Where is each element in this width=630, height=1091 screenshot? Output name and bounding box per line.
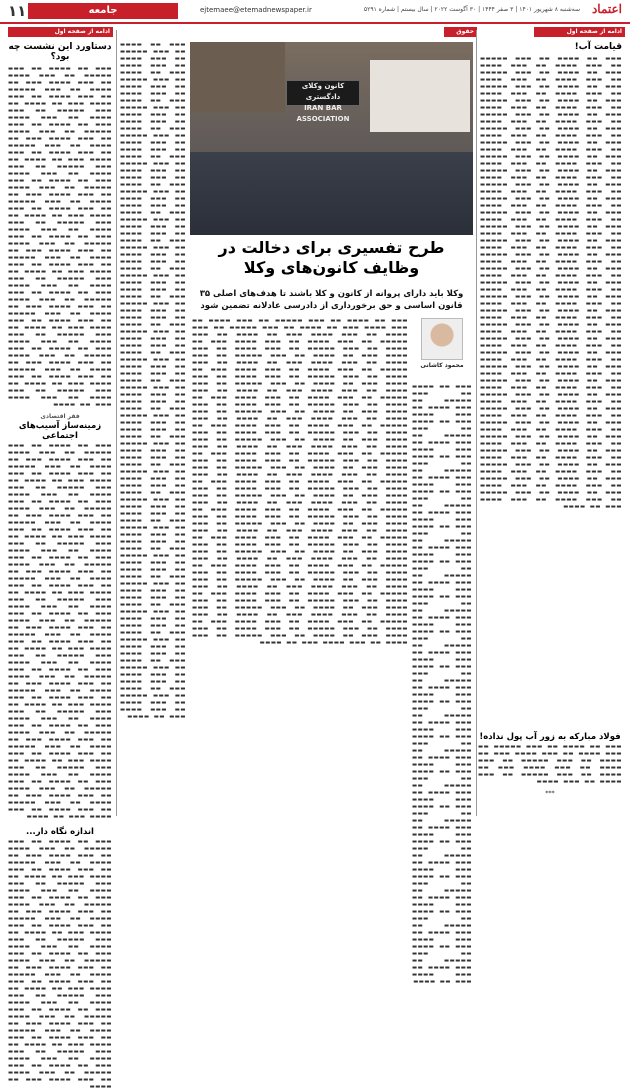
center-left-column xyxy=(120,42,186,812)
section-email: ejtemaee@etemadnewspaper.ir xyxy=(200,6,312,14)
left-column-tag: فقر اقتصادی xyxy=(40,413,80,420)
left-column-body-3: ▬▬▬ ▬▬ ▬▬▬▬ ▬▬ ▬▬▬ ▬▬▬▬▬ ▬▬ ▬▬▬ ▬▬▬▬ ▬▬ ▬▬▬ ▬▬▬▬ ▬▬▬ ▬▬ ▬▬▬▬ ▬▬ ▬▬▬ ▬▬▬▬▬ ▬▬ ▬▬▬ ▬▬▬▬ ▬▬ ▬▬▬ ▬▬▬▬ ▬▬▬ ▬▬ ▬▬▬▬ ▬▬ ▬▬▬ ▬▬▬▬▬ ▬▬ ▬▬▬ ▬▬▬▬ ▬▬ ▬▬▬ ▬▬▬▬ ▬▬▬ ▬▬ ▬▬▬▬ ▬▬ ▬▬▬ ▬▬▬▬▬ ▬▬ ▬▬▬ ▬▬▬▬ ▬▬ ▬▬▬ ▬▬▬▬ ▬▬▬ ▬▬ ▬▬▬▬ ▬▬ ▬▬▬ ▬▬▬▬▬ ▬▬ ▬▬▬ ▬▬▬▬ ▬▬ ▬▬▬ ▬▬▬▬ ▬▬▬ ▬▬ ▬▬▬▬ ▬▬ ▬▬▬ ▬▬▬▬▬ ▬▬ ▬▬▬ ▬▬▬▬ ▬▬ ▬▬▬ ▬▬▬▬ ▬▬▬ ▬▬ ▬▬▬▬ ▬▬ ▬▬▬ ▬▬▬▬▬ ▬▬ ▬▬▬ ▬▬▬▬ ▬▬ ▬▬▬ ▬▬▬▬ ▬▬▬ ▬▬ ▬▬▬▬ ▬▬ ▬▬▬ ▬▬▬▬▬ ▬▬ ▬▬▬ ▬▬▬▬ ▬▬ ▬▬▬ ▬▬▬▬ ▬▬▬ ▬▬ ▬▬▬▬ ▬▬ ▬▬▬ ▬▬▬▬▬ ▬▬ ▬▬▬ ▬▬▬▬ ▬▬ ▬▬▬ ▬▬▬▬ ▬▬▬ ▬▬ ▬▬▬▬ ▬▬ ▬▬▬ ▬▬▬▬▬ ▬▬ ▬▬▬ ▬▬▬▬ ▬▬ ▬▬▬ ▬▬▬▬ ▬▬▬ ▬▬ ▬▬▬▬ ▬▬ ▬▬▬ ▬▬▬▬▬ ▬▬ ▬▬▬ ▬▬▬▬ ▬▬ ▬▬▬ ▬▬▬▬ ▬▬▬ ▬▬ ▬▬▬▬ ▬▬ ▬▬▬ ▬▬▬▬▬ ▬▬ ▬▬▬ ▬▬▬▬ ▬▬ ▬▬▬ ▬▬▬▬ ▬▬▬ ▬▬ ▬▬▬▬ ▬▬ ▬▬▬ ▬▬▬▬▬ ▬▬ ▬▬▬ ▬▬▬▬ ▬▬ ▬▬▬ ▬▬▬▬ ▬▬▬ ▬▬ ▬▬▬▬ xyxy=(8,839,112,1090)
right-column-title: قیامت آب! xyxy=(574,42,622,52)
right-bottom-tag: *** xyxy=(545,790,555,797)
right-column-bottom-box xyxy=(478,732,622,814)
photo-crowd xyxy=(190,152,473,235)
center-right-body: ▬▬▬ ▬▬ ▬▬▬▬ ▬▬ ▬▬▬ ▬▬▬▬▬ ▬▬ ▬▬▬ ▬▬▬▬ ▬▬ ▬▬▬ ▬▬▬▬ ▬▬▬ ▬▬ ▬▬▬▬ ▬▬ ▬▬▬ ▬▬▬▬▬ ▬▬ ▬▬▬ ▬▬▬▬ ▬▬ ▬▬▬ ▬▬▬▬ ▬▬▬ ▬▬ ▬▬▬▬ ▬▬ ▬▬▬ ▬▬▬▬▬ ▬▬ ▬▬▬ ▬▬▬▬ ▬▬ ▬▬▬ ▬▬▬▬ ▬▬▬ ▬▬ ▬▬▬▬ ▬▬ ▬▬▬ ▬▬▬▬▬ ▬▬ ▬▬▬ ▬▬▬▬ ▬▬ ▬▬▬ ▬▬▬▬ ▬▬▬ ▬▬ ▬▬▬▬ ▬▬ ▬▬▬ ▬▬▬▬▬ ▬▬ ▬▬▬ ▬▬▬▬ ▬▬ ▬▬▬ ▬▬▬▬ ▬▬▬ ▬▬ ▬▬▬▬ ▬▬ ▬▬▬ ▬▬▬▬▬ ▬▬ ▬▬▬ ▬▬▬▬ ▬▬ ▬▬▬ ▬▬▬▬ ▬▬▬ ▬▬ ▬▬▬▬ ▬▬ ▬▬▬ ▬▬▬▬▬ ▬▬ ▬▬▬ ▬▬▬▬ ▬▬ ▬▬▬ ▬▬▬▬ ▬▬▬ ▬▬ ▬▬▬▬ ▬▬ ▬▬▬ ▬▬▬▬▬ ▬▬ ▬▬▬ ▬▬▬▬ ▬▬ ▬▬▬ ▬▬▬▬ ▬▬▬ ▬▬ ▬▬▬▬ ▬▬ ▬▬▬ ▬▬▬▬▬ ▬▬ ▬▬▬ ▬▬▬▬ ▬▬ ▬▬▬ ▬▬▬▬ ▬▬▬ ▬▬ ▬▬▬▬ ▬▬ ▬▬▬ ▬▬▬▬▬ ▬▬ ▬▬▬ ▬▬▬▬ ▬▬ ▬▬▬ ▬▬▬▬ ▬▬▬ ▬▬ ▬▬▬▬ ▬▬ ▬▬▬ ▬▬▬▬▬ ▬▬ ▬▬▬ ▬▬▬▬ ▬▬ ▬▬▬ ▬▬▬▬ ▬▬▬ ▬▬ ▬▬▬▬ ▬▬ ▬▬▬ ▬▬▬▬▬ ▬▬ ▬▬▬ ▬▬▬▬ ▬▬ ▬▬▬ ▬▬▬▬ ▬▬▬ ▬▬ ▬▬▬▬ ▬▬ ▬▬▬ ▬▬▬▬▬ ▬▬ ▬▬▬ ▬▬▬▬ ▬▬ ▬▬▬ ▬▬▬▬ ▬▬▬ ▬▬ ▬▬▬▬ ▬▬ ▬▬▬ ▬▬▬▬▬ ▬▬ ▬▬▬ ▬▬▬▬ ▬▬ ▬▬▬ ▬▬▬▬ ▬▬▬ ▬▬ ▬▬▬▬ ▬▬ ▬▬▬ ▬▬▬▬▬ ▬▬ ▬▬▬ ▬▬▬▬ ▬▬ ▬▬▬ ▬▬▬▬ ▬▬▬ ▬▬ ▬▬▬▬ ▬▬ ▬▬▬ ▬▬▬▬▬ ▬▬ ▬▬▬ ▬▬▬▬ ▬▬ ▬▬▬ ▬▬▬▬ ▬▬▬ ▬▬ ▬▬▬▬ ▬▬ ▬▬▬ ▬▬▬▬▬ ▬▬ ▬▬▬ ▬▬▬▬ ▬▬ ▬▬▬ ▬▬▬▬ ▬▬▬ ▬▬ ▬▬▬▬ xyxy=(412,384,472,985)
center-right-column xyxy=(412,384,472,985)
section-label: جامعه xyxy=(28,3,178,19)
page-header xyxy=(0,0,630,22)
left-column-title: دستاورد این نشست چه بود؟ xyxy=(8,42,112,62)
author-name: محمود کاشانی xyxy=(420,362,464,369)
center-left-body: ▬▬▬ ▬▬ ▬▬▬▬ ▬▬ ▬▬▬ ▬▬▬▬▬ ▬▬ ▬▬▬ ▬▬▬▬ ▬▬ ▬▬▬ ▬▬▬▬ ▬▬▬ ▬▬ ▬▬▬▬ ▬▬ ▬▬▬ ▬▬▬▬▬ ▬▬ ▬▬▬ ▬▬▬▬ ▬▬ ▬▬▬ ▬▬▬▬ ▬▬▬ ▬▬ ▬▬▬▬ ▬▬ ▬▬▬ ▬▬▬▬▬ ▬▬ ▬▬▬ ▬▬▬▬ ▬▬ ▬▬▬ ▬▬▬▬ ▬▬▬ ▬▬ ▬▬▬▬ ▬▬ ▬▬▬ ▬▬▬▬▬ ▬▬ ▬▬▬ ▬▬▬▬ ▬▬ ▬▬▬ ▬▬▬▬ ▬▬▬ ▬▬ ▬▬▬▬ ▬▬ ▬▬▬ ▬▬▬▬▬ ▬▬ ▬▬▬ ▬▬▬▬ ▬▬ ▬▬▬ ▬▬▬▬ ▬▬▬ ▬▬ ▬▬▬▬ ▬▬ ▬▬▬ ▬▬▬▬▬ ▬▬ ▬▬▬ ▬▬▬▬ ▬▬ ▬▬▬ ▬▬▬▬ ▬▬▬ ▬▬ ▬▬▬▬ ▬▬ ▬▬▬ ▬▬▬▬▬ ▬▬ ▬▬▬ ▬▬▬▬ ▬▬ ▬▬▬ ▬▬▬▬ ▬▬▬ ▬▬ ▬▬▬▬ ▬▬ ▬▬▬ ▬▬▬▬▬ ▬▬ ▬▬▬ ▬▬▬▬ ▬▬ ▬▬▬ ▬▬▬▬ ▬▬▬ ▬▬ ▬▬▬▬ ▬▬ ▬▬▬ ▬▬▬▬▬ ▬▬ ▬▬▬ ▬▬▬▬ ▬▬ ▬▬▬ ▬▬▬▬ ▬▬▬ ▬▬ ▬▬▬▬ ▬▬ ▬▬▬ ▬▬▬▬▬ ▬▬ ▬▬▬ ▬▬▬▬ ▬▬ ▬▬▬ ▬▬▬▬ ▬▬▬ ▬▬ ▬▬▬▬ ▬▬ ▬▬▬ ▬▬▬▬▬ ▬▬ ▬▬▬ ▬▬▬▬ ▬▬ ▬▬▬ ▬▬▬▬ ▬▬▬ ▬▬ ▬▬▬▬ ▬▬ ▬▬▬ ▬▬▬▬▬ ▬▬ ▬▬▬ ▬▬▬▬ ▬▬ ▬▬▬ ▬▬▬▬ ▬▬▬ ▬▬ ▬▬▬▬ ▬▬ ▬▬▬ ▬▬▬▬▬ ▬▬ ▬▬▬ ▬▬▬▬ ▬▬ ▬▬▬ ▬▬▬▬ ▬▬▬ ▬▬ ▬▬▬▬ ▬▬ ▬▬▬ ▬▬▬▬▬ ▬▬ ▬▬▬ ▬▬▬▬ ▬▬ ▬▬▬ ▬▬▬▬ ▬▬▬ ▬▬ ▬▬▬▬ ▬▬ ▬▬▬ ▬▬▬▬▬ ▬▬ ▬▬▬ ▬▬▬▬ ▬▬ ▬▬▬ ▬▬▬▬ ▬▬▬ ▬▬ ▬▬▬▬ ▬▬ ▬▬▬ ▬▬▬▬▬ ▬▬ ▬▬▬ ▬▬▬▬ ▬▬ ▬▬▬ ▬▬▬▬ ▬▬▬ ▬▬ ▬▬▬▬ ▬▬ ▬▬▬ ▬▬▬▬▬ ▬▬ ▬▬▬ ▬▬▬▬ ▬▬ ▬▬▬ ▬▬▬▬ ▬▬▬ ▬▬ ▬▬▬▬ ▬▬ ▬▬▬ ▬▬▬▬▬ ▬▬ ▬▬▬ ▬▬▬▬ ▬▬ ▬▬▬ ▬▬▬▬ ▬▬▬ ▬▬ ▬▬▬▬ ▬▬ ▬▬▬ ▬▬▬▬▬ ▬▬ ▬▬▬ ▬▬▬▬ ▬▬ ▬▬▬ ▬▬▬▬ ▬▬▬ ▬▬ ▬▬▬▬ ▬▬ ▬▬▬ ▬▬▬▬▬ ▬▬ ▬▬▬ ▬▬▬▬ ▬▬ ▬▬▬ ▬▬▬▬ ▬▬▬ ▬▬ ▬▬▬▬ ▬▬ ▬▬▬ ▬▬▬▬▬ ▬▬ ▬▬▬ ▬▬▬▬ ▬▬ ▬▬▬ ▬▬▬▬ ▬▬▬ ▬▬ ▬▬▬▬ ▬▬ ▬▬▬ ▬▬▬▬▬ ▬▬ ▬▬▬ ▬▬▬▬ ▬▬ ▬▬▬ ▬▬▬▬ ▬▬▬ ▬▬ ▬▬▬▬ ▬▬ ▬▬▬ ▬▬▬▬▬ ▬▬ ▬▬▬ ▬▬▬▬ ▬▬ ▬▬▬ ▬▬▬▬ ▬▬▬ ▬▬ ▬▬▬▬ ▬▬ ▬▬▬ ▬▬▬▬▬ ▬▬ ▬▬▬ ▬▬▬▬ ▬▬ ▬▬▬ ▬▬▬▬ ▬▬▬ ▬▬ ▬▬▬▬ xyxy=(120,42,186,720)
left-column xyxy=(8,40,112,1090)
right-column-tab: ادامه از صفحه اول xyxy=(534,27,625,37)
center-section-tab: حقوق xyxy=(444,27,477,37)
right-column xyxy=(480,40,622,730)
right-bottom-body: ▬▬▬ ▬▬ ▬▬▬▬ ▬▬ ▬▬▬ ▬▬▬▬▬ ▬▬ ▬▬▬ ▬▬▬▬ ▬▬ ▬▬▬ ▬▬▬▬ ▬▬▬ ▬▬ ▬▬▬▬ ▬▬ ▬▬▬ ▬▬▬▬▬ ▬▬ ▬▬▬ ▬▬▬▬ ▬▬ ▬▬▬ ▬▬▬▬ ▬▬▬ ▬▬ ▬▬▬▬ ▬▬ ▬▬▬ ▬▬▬▬▬ ▬▬ ▬▬▬ ▬▬▬▬ ▬▬ ▬▬▬ ▬▬▬▬ xyxy=(478,744,622,785)
newspaper-logo: اعتماد xyxy=(591,2,622,16)
right-column-body: ▬▬▬ ▬▬ ▬▬▬▬ ▬▬ ▬▬▬ ▬▬▬▬▬ ▬▬ ▬▬▬ ▬▬▬▬ ▬▬ ▬▬▬ ▬▬▬▬ ▬▬▬ ▬▬ ▬▬▬▬ ▬▬ ▬▬▬ ▬▬▬▬▬ ▬▬ ▬▬▬ ▬▬▬▬ ▬▬ ▬▬▬ ▬▬▬▬ ▬▬▬ ▬▬ ▬▬▬▬ ▬▬ ▬▬▬ ▬▬▬▬▬ ▬▬ ▬▬▬ ▬▬▬▬ ▬▬ ▬▬▬ ▬▬▬▬ ▬▬▬ ▬▬ ▬▬▬▬ ▬▬ ▬▬▬ ▬▬▬▬▬ ▬▬ ▬▬▬ ▬▬▬▬ ▬▬ ▬▬▬ ▬▬▬▬ ▬▬▬ ▬▬ ▬▬▬▬ ▬▬ ▬▬▬ ▬▬▬▬▬ ▬▬ ▬▬▬ ▬▬▬▬ ▬▬ ▬▬▬ ▬▬▬▬ ▬▬▬ ▬▬ ▬▬▬▬ ▬▬ ▬▬▬ ▬▬▬▬▬ ▬▬ ▬▬▬ ▬▬▬▬ ▬▬ ▬▬▬ ▬▬▬▬ ▬▬▬ ▬▬ ▬▬▬▬ ▬▬ ▬▬▬ ▬▬▬▬▬ ▬▬ ▬▬▬ ▬▬▬▬ ▬▬ ▬▬▬ ▬▬▬▬ ▬▬▬ ▬▬ ▬▬▬▬ ▬▬ ▬▬▬ ▬▬▬▬▬ ▬▬ ▬▬▬ ▬▬▬▬ ▬▬ ▬▬▬ ▬▬▬▬ ▬▬▬ ▬▬ ▬▬▬▬ ▬▬ ▬▬▬ ▬▬▬▬▬ ▬▬ ▬▬▬ ▬▬▬▬ ▬▬ ▬▬▬ ▬▬▬▬ ▬▬▬ ▬▬ ▬▬▬▬ ▬▬ ▬▬▬ ▬▬▬▬▬ ▬▬ ▬▬▬ ▬▬▬▬ ▬▬ ▬▬▬ ▬▬▬▬ ▬▬▬ ▬▬ ▬▬▬▬ ▬▬ ▬▬▬ ▬▬▬▬▬ ▬▬ ▬▬▬ ▬▬▬▬ ▬▬ ▬▬▬ ▬▬▬▬ ▬▬▬ ▬▬ ▬▬▬▬ ▬▬ ▬▬▬ ▬▬▬▬▬ ▬▬ ▬▬▬ ▬▬▬▬ ▬▬ ▬▬▬ ▬▬▬▬ ▬▬▬ ▬▬ ▬▬▬▬ ▬▬ ▬▬▬ ▬▬▬▬▬ ▬▬ ▬▬▬ ▬▬▬▬ ▬▬ ▬▬▬ ▬▬▬▬ ▬▬▬ ▬▬ ▬▬▬▬ ▬▬ ▬▬▬ ▬▬▬▬▬ ▬▬ ▬▬▬ ▬▬▬▬ ▬▬ ▬▬▬ ▬▬▬▬ ▬▬▬ ▬▬ ▬▬▬▬ ▬▬ ▬▬▬ ▬▬▬▬▬ ▬▬ ▬▬▬ ▬▬▬▬ ▬▬ ▬▬▬ ▬▬▬▬ ▬▬▬ ▬▬ ▬▬▬▬ ▬▬ ▬▬▬ ▬▬▬▬▬ ▬▬ ▬▬▬ ▬▬▬▬ ▬▬ ▬▬▬ ▬▬▬▬ ▬▬▬ ▬▬ ▬▬▬▬ ▬▬ ▬▬▬ ▬▬▬▬▬ ▬▬ ▬▬▬ ▬▬▬▬ ▬▬ ▬▬▬ ▬▬▬▬ ▬▬▬ ▬▬ ▬▬▬▬ ▬▬ ▬▬▬ ▬▬▬▬▬ ▬▬ ▬▬▬ ▬▬▬▬ ▬▬ ▬▬▬ ▬▬▬▬ ▬▬▬ ▬▬ ▬▬▬▬ ▬▬ ▬▬▬ ▬▬▬▬▬ ▬▬ ▬▬▬ ▬▬▬▬ ▬▬ ▬▬▬ ▬▬▬▬ ▬▬▬ ▬▬ ▬▬▬▬ ▬▬ ▬▬▬ ▬▬▬▬▬ ▬▬ ▬▬▬ ▬▬▬▬ ▬▬ ▬▬▬ ▬▬▬▬ ▬▬▬ ▬▬ ▬▬▬▬ ▬▬ ▬▬▬ ▬▬▬▬▬ ▬▬ ▬▬▬ ▬▬▬▬ ▬▬ ▬▬▬ ▬▬▬▬ ▬▬▬ ▬▬ ▬▬▬▬ ▬▬ ▬▬▬ ▬▬▬▬▬ ▬▬ ▬▬▬ ▬▬▬▬ ▬▬ ▬▬▬ ▬▬▬▬ ▬▬▬ ▬▬ ▬▬▬▬ ▬▬ ▬▬▬ ▬▬▬▬▬ ▬▬ ▬▬▬ ▬▬▬▬ ▬▬ ▬▬▬ ▬▬▬▬ ▬▬▬ ▬▬ ▬▬▬▬ ▬▬ ▬▬▬ ▬▬▬▬▬ ▬▬ ▬▬▬ ▬▬▬▬ ▬▬ ▬▬▬ ▬▬▬▬ ▬▬▬ ▬▬ ▬▬▬▬ ▬▬ ▬▬▬ ▬▬▬▬▬ ▬▬ ▬▬▬ ▬▬▬▬ ▬▬ ▬▬▬ ▬▬▬▬ ▬▬▬ ▬▬ ▬▬▬▬ ▬▬ ▬▬▬ ▬▬▬▬▬ ▬▬ ▬▬▬ ▬▬▬▬ ▬▬ ▬▬▬ ▬▬▬▬ ▬▬▬ ▬▬ ▬▬▬▬ ▬▬ ▬▬▬ ▬▬▬▬▬ ▬▬ ▬▬▬ ▬▬▬▬ ▬▬ ▬▬▬ ▬▬▬▬ ▬▬▬ ▬▬ ▬▬▬▬ ▬▬ ▬▬▬ ▬▬▬▬▬ ▬▬ ▬▬▬ ▬▬▬▬ ▬▬ ▬▬▬ ▬▬▬▬ ▬▬▬ ▬▬ ▬▬▬▬ ▬▬ ▬▬▬ ▬▬▬▬▬ ▬▬ ▬▬▬ ▬▬▬▬ ▬▬ ▬▬▬ ▬▬▬▬ ▬▬▬ ▬▬ ▬▬▬▬ ▬▬ ▬▬▬ ▬▬▬▬▬ ▬▬ ▬▬▬ ▬▬▬▬ ▬▬ ▬▬▬ ▬▬▬▬ ▬▬▬ ▬▬ ▬▬▬▬ ▬▬ ▬▬▬ ▬▬▬▬▬ ▬▬ ▬▬▬ ▬▬▬▬ ▬▬ ▬▬▬ ▬▬▬▬ ▬▬▬ ▬▬ ▬▬▬▬ ▬▬ ▬▬▬ ▬▬▬▬▬ ▬▬ ▬▬▬ ▬▬▬▬ ▬▬ ▬▬▬ ▬▬▬▬ ▬▬▬ ▬▬ ▬▬▬▬ xyxy=(480,56,622,510)
left-column-heading-2: زمینه‌ساز آسیب‌های اجتماعی xyxy=(18,421,102,441)
left-column-heading-3: اندازه نگاه دار... xyxy=(26,827,94,837)
right-bottom-heading: فولاد مبارکه به زور آب پول نداده! xyxy=(479,732,621,742)
column-divider xyxy=(476,30,477,816)
date-line: سه‌شنبه ۸ شهریور ۱۴۰۱ | ۳ صفر ۱۴۴۴ | ۳۰ آگوست ۲۰۲۲ | سال بیستم | شماره ۵۲۹۱ xyxy=(363,6,580,13)
main-subheadline: وکلا باید دارای پروانه از کانون و کلا باشند تا هدف‌های اصلی ۳۵ قانون اساسی و حق برخورداری از دادرسی عادلانه تضمین شود xyxy=(199,289,464,311)
main-article-photo xyxy=(190,42,473,235)
photo-sign: کانون وکلای دادگستری IRAN BAR ASSOCIATION xyxy=(286,80,360,106)
column-divider xyxy=(116,30,117,816)
author-photo xyxy=(421,318,463,360)
photo-banner xyxy=(190,42,285,112)
page-number: ۱۱ xyxy=(8,2,27,20)
photo-wall-posters xyxy=(370,60,470,132)
main-headline: طرح تفسیری برای دخالت در وظایف کانون‌های وکلا xyxy=(218,238,445,277)
author-block xyxy=(412,318,472,378)
center-article-body xyxy=(192,318,408,812)
left-column-body-2: ▬▬▬ ▬▬ ▬▬▬▬ ▬▬ ▬▬▬ ▬▬▬▬▬ ▬▬ ▬▬▬ ▬▬▬▬ ▬▬ ▬▬▬ ▬▬▬▬ ▬▬▬ ▬▬ ▬▬▬▬ ▬▬ ▬▬▬ ▬▬▬▬▬ ▬▬ ▬▬▬ ▬▬▬▬ ▬▬ ▬▬▬ ▬▬▬▬ ▬▬▬ ▬▬ ▬▬▬▬ ▬▬ ▬▬▬ ▬▬▬▬▬ ▬▬ ▬▬▬ ▬▬▬▬ ▬▬ ▬▬▬ ▬▬▬▬ ▬▬▬ ▬▬ ▬▬▬▬ ▬▬ ▬▬▬ ▬▬▬▬▬ ▬▬ ▬▬▬ ▬▬▬▬ ▬▬ ▬▬▬ ▬▬▬▬ ▬▬▬ ▬▬ ▬▬▬▬ ▬▬ ▬▬▬ ▬▬▬▬▬ ▬▬ ▬▬▬ ▬▬▬▬ ▬▬ ▬▬▬ ▬▬▬▬ ▬▬▬ ▬▬ ▬▬▬▬ ▬▬ ▬▬▬ ▬▬▬▬▬ ▬▬ ▬▬▬ ▬▬▬▬ ▬▬ ▬▬▬ ▬▬▬▬ ▬▬▬ ▬▬ ▬▬▬▬ ▬▬ ▬▬▬ ▬▬▬▬▬ ▬▬ ▬▬▬ ▬▬▬▬ ▬▬ ▬▬▬ ▬▬▬▬ ▬▬▬ ▬▬ ▬▬▬▬ ▬▬ ▬▬▬ ▬▬▬▬▬ ▬▬ ▬▬▬ ▬▬▬▬ ▬▬ ▬▬▬ ▬▬▬▬ ▬▬▬ ▬▬ ▬▬▬▬ ▬▬ ▬▬▬ ▬▬▬▬▬ ▬▬ ▬▬▬ ▬▬▬▬ ▬▬ ▬▬▬ ▬▬▬▬ ▬▬▬ ▬▬ ▬▬▬▬ ▬▬ ▬▬▬ ▬▬▬▬▬ ▬▬ ▬▬▬ ▬▬▬▬ ▬▬ ▬▬▬ ▬▬▬▬ ▬▬▬ ▬▬ ▬▬▬▬ ▬▬ ▬▬▬ ▬▬▬▬▬ ▬▬ ▬▬▬ ▬▬▬▬ ▬▬ ▬▬▬ ▬▬▬▬ ▬▬▬ ▬▬ ▬▬▬▬ ▬▬ ▬▬▬ ▬▬▬▬▬ ▬▬ ▬▬▬ ▬▬▬▬ ▬▬ ▬▬▬ ▬▬▬▬ ▬▬▬ ▬▬ ▬▬▬▬ ▬▬ ▬▬▬ ▬▬▬▬▬ ▬▬ ▬▬▬ ▬▬▬▬ ▬▬ ▬▬▬ ▬▬▬▬ ▬▬▬ ▬▬ ▬▬▬▬ ▬▬ ▬▬▬ ▬▬▬▬▬ ▬▬ ▬▬▬ ▬▬▬▬ ▬▬ ▬▬▬ ▬▬▬▬ ▬▬▬ ▬▬ ▬▬▬▬ ▬▬ ▬▬▬ ▬▬▬▬▬ ▬▬ ▬▬▬ ▬▬▬▬ ▬▬ ▬▬▬ ▬▬▬▬ ▬▬▬ ▬▬ ▬▬▬▬ ▬▬ ▬▬▬ ▬▬▬▬▬ ▬▬ ▬▬▬ ▬▬▬▬ ▬▬ ▬▬▬ ▬▬▬▬ ▬▬▬ ▬▬ ▬▬▬▬ ▬▬ ▬▬▬ ▬▬▬▬▬ ▬▬ ▬▬▬ ▬▬▬▬ ▬▬ ▬▬▬ ▬▬▬▬ ▬▬▬ ▬▬ ▬▬▬▬ ▬▬ ▬▬▬ ▬▬▬▬▬ ▬▬ ▬▬▬ ▬▬▬▬ ▬▬ ▬▬▬ ▬▬▬▬ ▬▬▬ ▬▬ ▬▬▬▬ ▬▬ ▬▬▬ ▬▬▬▬▬ ▬▬ ▬▬▬ ▬▬▬▬ ▬▬ ▬▬▬ ▬▬▬▬ ▬▬▬ ▬▬ ▬▬▬▬ ▬▬ ▬▬▬ ▬▬▬▬▬ ▬▬ ▬▬▬ ▬▬▬▬ ▬▬ ▬▬▬ ▬▬▬▬ ▬▬▬ ▬▬ ▬▬▬▬ xyxy=(8,443,112,820)
header-rule xyxy=(0,22,630,24)
left-column-tab: ادامه از صفحه اول xyxy=(8,27,113,37)
left-column-body-1: ▬▬▬ ▬▬ ▬▬▬▬ ▬▬ ▬▬▬ ▬▬▬▬▬ ▬▬ ▬▬▬ ▬▬▬▬ ▬▬ ▬▬▬ ▬▬▬▬ ▬▬▬ ▬▬ ▬▬▬▬ ▬▬ ▬▬▬ ▬▬▬▬▬ ▬▬ ▬▬▬ ▬▬▬▬ ▬▬ ▬▬▬ ▬▬▬▬ ▬▬▬ ▬▬ ▬▬▬▬ ▬▬ ▬▬▬ ▬▬▬▬▬ ▬▬ ▬▬▬ ▬▬▬▬ ▬▬ ▬▬▬ ▬▬▬▬ ▬▬▬ ▬▬ ▬▬▬▬ ▬▬ ▬▬▬ ▬▬▬▬▬ ▬▬ ▬▬▬ ▬▬▬▬ ▬▬ ▬▬▬ ▬▬▬▬ ▬▬▬ ▬▬ ▬▬▬▬ ▬▬ ▬▬▬ ▬▬▬▬▬ ▬▬ ▬▬▬ ▬▬▬▬ ▬▬ ▬▬▬ ▬▬▬▬ ▬▬▬ ▬▬ ▬▬▬▬ ▬▬ ▬▬▬ ▬▬▬▬▬ ▬▬ ▬▬▬ ▬▬▬▬ ▬▬ ▬▬▬ ▬▬▬▬ ▬▬▬ ▬▬ ▬▬▬▬ ▬▬ ▬▬▬ ▬▬▬▬▬ ▬▬ ▬▬▬ ▬▬▬▬ ▬▬ ▬▬▬ ▬▬▬▬ ▬▬▬ ▬▬ ▬▬▬▬ ▬▬ ▬▬▬ ▬▬▬▬▬ ▬▬ ▬▬▬ ▬▬▬▬ ▬▬ ▬▬▬ ▬▬▬▬ ▬▬▬ ▬▬ ▬▬▬▬ ▬▬ ▬▬▬ ▬▬▬▬▬ ▬▬ ▬▬▬ ▬▬▬▬ ▬▬ ▬▬▬ ▬▬▬▬ ▬▬▬ ▬▬ ▬▬▬▬ ▬▬ ▬▬▬ ▬▬▬▬▬ ▬▬ ▬▬▬ ▬▬▬▬ ▬▬ ▬▬▬ ▬▬▬▬ ▬▬▬ ▬▬ ▬▬▬▬ ▬▬ ▬▬▬ ▬▬▬▬▬ ▬▬ ▬▬▬ ▬▬▬▬ ▬▬ ▬▬▬ ▬▬▬▬ ▬▬▬ ▬▬ ▬▬▬▬ ▬▬ ▬▬▬ ▬▬▬▬▬ ▬▬ ▬▬▬ ▬▬▬▬ ▬▬ ▬▬▬ ▬▬▬▬ ▬▬▬ ▬▬ ▬▬▬▬ ▬▬ ▬▬▬ ▬▬▬▬▬ ▬▬ ▬▬▬ ▬▬▬▬ ▬▬ ▬▬▬ ▬▬▬▬ ▬▬▬ ▬▬ ▬▬▬▬ ▬▬ ▬▬▬ ▬▬▬▬▬ ▬▬ ▬▬▬ ▬▬▬▬ ▬▬ ▬▬▬ ▬▬▬▬ ▬▬▬ ▬▬ ▬▬▬▬ ▬▬ ▬▬▬ ▬▬▬▬▬ ▬▬ ▬▬▬ ▬▬▬▬ ▬▬ ▬▬▬ ▬▬▬▬ ▬▬▬ ▬▬ ▬▬▬▬ ▬▬ ▬▬▬ ▬▬▬▬▬ ▬▬ ▬▬▬ ▬▬▬▬ ▬▬ ▬▬▬ ▬▬▬▬ ▬▬▬ ▬▬ ▬▬▬▬ ▬▬ ▬▬▬ ▬▬▬▬▬ ▬▬ ▬▬▬ ▬▬▬▬ ▬▬ ▬▬▬ ▬▬▬▬ ▬▬▬ ▬▬ ▬▬▬▬ ▬▬ ▬▬▬ ▬▬▬▬▬ ▬▬ ▬▬▬ ▬▬▬▬ ▬▬ ▬▬▬ ▬▬▬▬ ▬▬▬ ▬▬ ▬▬▬▬ xyxy=(8,66,112,408)
center-body-text: ▬▬▬ ▬▬ ▬▬▬▬ ▬▬ ▬▬▬ ▬▬▬▬▬ ▬▬ ▬▬▬ ▬▬▬▬ ▬▬ ▬▬▬ ▬▬▬▬ ▬▬▬ ▬▬ ▬▬▬▬ ▬▬ ▬▬▬ ▬▬▬▬▬ ▬▬ ▬▬▬ ▬▬▬▬ ▬▬ ▬▬▬ ▬▬▬▬ ▬▬▬ ▬▬ ▬▬▬▬ ▬▬ ▬▬▬ ▬▬▬▬▬ ▬▬ ▬▬▬ ▬▬▬▬ ▬▬ ▬▬▬ ▬▬▬▬ ▬▬▬ ▬▬ ▬▬▬▬ ▬▬ ▬▬▬ ▬▬▬▬▬ ▬▬ ▬▬▬ ▬▬▬▬ ▬▬ ▬▬▬ ▬▬▬▬ ▬▬▬ ▬▬ ▬▬▬▬ ▬▬ ▬▬▬ ▬▬▬▬▬ ▬▬ ▬▬▬ ▬▬▬▬ ▬▬ ▬▬▬ ▬▬▬▬ ▬▬▬ ▬▬ ▬▬▬▬ ▬▬ ▬▬▬ ▬▬▬▬▬ ▬▬ ▬▬▬ ▬▬▬▬ ▬▬ ▬▬▬ ▬▬▬▬ ▬▬▬ ▬▬ ▬▬▬▬ ▬▬ ▬▬▬ ▬▬▬▬▬ ▬▬ ▬▬▬ ▬▬▬▬ ▬▬ ▬▬▬ ▬▬▬▬ ▬▬▬ ▬▬ ▬▬▬▬ ▬▬ ▬▬▬ ▬▬▬▬▬ ▬▬ ▬▬▬ ▬▬▬▬ ▬▬ ▬▬▬ ▬▬▬▬ ▬▬▬ ▬▬ ▬▬▬▬ ▬▬ ▬▬▬ ▬▬▬▬▬ ▬▬ ▬▬▬ ▬▬▬▬ ▬▬ ▬▬▬ ▬▬▬▬ ▬▬▬ ▬▬ ▬▬▬▬ ▬▬ ▬▬▬ ▬▬▬▬▬ ▬▬ ▬▬▬ ▬▬▬▬ ▬▬ ▬▬▬ ▬▬▬▬ ▬▬▬ ▬▬ ▬▬▬▬ ▬▬ ▬▬▬ ▬▬▬▬▬ ▬▬ ▬▬▬ ▬▬▬▬ ▬▬ ▬▬▬ ▬▬▬▬ ▬▬▬ ▬▬ ▬▬▬▬ ▬▬ ▬▬▬ ▬▬▬▬▬ ▬▬ ▬▬▬ ▬▬▬▬ ▬▬ ▬▬▬ ▬▬▬▬ ▬▬▬ ▬▬ ▬▬▬▬ ▬▬ ▬▬▬ ▬▬▬▬▬ ▬▬ ▬▬▬ ▬▬▬▬ ▬▬ ▬▬▬ ▬▬▬▬ ▬▬▬ ▬▬ ▬▬▬▬ ▬▬ ▬▬▬ ▬▬▬▬▬ ▬▬ ▬▬▬ ▬▬▬▬ ▬▬ ▬▬▬ ▬▬▬▬ ▬▬▬ ▬▬ ▬▬▬▬ ▬▬ ▬▬▬ ▬▬▬▬▬ ▬▬ ▬▬▬ ▬▬▬▬ ▬▬ ▬▬▬ ▬▬▬▬ ▬▬▬ ▬▬ ▬▬▬▬ ▬▬ ▬▬▬ ▬▬▬▬▬ ▬▬ ▬▬▬ ▬▬▬▬ ▬▬ ▬▬▬ ▬▬▬▬ ▬▬▬ ▬▬ ▬▬▬▬ ▬▬ ▬▬▬ ▬▬▬▬▬ ▬▬ ▬▬▬ ▬▬▬▬ ▬▬ ▬▬▬ ▬▬▬▬ ▬▬▬ ▬▬ ▬▬▬▬ ▬▬ ▬▬▬ ▬▬▬▬▬ ▬▬ ▬▬▬ ▬▬▬▬ ▬▬ ▬▬▬ ▬▬▬▬ ▬▬▬ ▬▬ ▬▬▬▬ ▬▬ ▬▬▬ ▬▬▬▬▬ ▬▬ ▬▬▬ ▬▬▬▬ ▬▬ ▬▬▬ ▬▬▬▬ ▬▬▬ ▬▬ ▬▬▬▬ ▬▬ ▬▬▬ ▬▬▬▬▬ ▬▬ ▬▬▬ ▬▬▬▬ ▬▬ ▬▬▬ ▬▬▬▬ ▬▬▬ ▬▬ ▬▬▬▬ ▬▬ ▬▬▬ ▬▬▬▬▬ ▬▬ ▬▬▬ ▬▬▬▬ ▬▬ ▬▬▬ ▬▬▬▬ ▬▬▬ ▬▬ ▬▬▬▬ ▬▬ ▬▬▬ ▬▬▬▬▬ ▬▬ ▬▬▬ ▬▬▬▬ ▬▬ ▬▬▬ ▬▬▬▬ ▬▬▬ ▬▬ ▬▬▬▬ ▬▬ ▬▬▬ ▬▬▬▬▬ ▬▬ ▬▬▬ ▬▬▬▬ ▬▬ ▬▬▬ ▬▬▬▬ ▬▬▬ ▬▬ ▬▬▬▬ ▬▬ ▬▬▬ ▬▬▬▬▬ ▬▬ ▬▬▬ ▬▬▬▬ ▬▬ ▬▬▬ ▬▬▬▬ ▬▬▬ ▬▬ ▬▬▬▬ ▬▬ ▬▬▬ ▬▬▬▬▬ ▬▬ ▬▬▬ ▬▬▬▬ ▬▬ ▬▬▬ ▬▬▬▬ ▬▬▬ ▬▬ ▬▬▬▬ ▬▬ ▬▬▬ ▬▬▬▬▬ ▬▬ ▬▬▬ ▬▬▬▬ ▬▬ ▬▬▬ ▬▬▬▬ ▬▬▬ ▬▬ ▬▬▬▬ ▬▬ ▬▬▬ ▬▬▬▬▬ ▬▬ ▬▬▬ ▬▬▬▬ ▬▬ ▬▬▬ ▬▬▬▬ ▬▬▬ ▬▬ ▬▬▬▬ ▬▬ ▬▬▬ ▬▬▬▬▬ ▬▬ ▬▬▬ ▬▬▬▬ ▬▬ ▬▬▬ ▬▬▬▬ ▬▬▬ ▬▬ ▬▬▬▬ ▬▬ ▬▬▬ ▬▬▬▬▬ ▬▬ ▬▬▬ ▬▬▬▬ ▬▬ ▬▬▬ ▬▬▬▬ ▬▬▬ ▬▬ ▬▬▬▬ ▬▬ ▬▬▬ ▬▬▬▬▬ ▬▬ ▬▬▬ ▬▬▬▬ ▬▬ ▬▬▬ ▬▬▬▬ ▬▬▬ ▬▬ ▬▬▬▬ ▬▬ ▬▬▬ ▬▬▬▬▬ ▬▬ ▬▬▬ ▬▬▬▬ ▬▬ ▬▬▬ ▬▬▬▬ ▬▬▬ ▬▬ ▬▬▬▬ ▬▬ ▬▬▬ ▬▬▬▬▬ ▬▬ ▬▬▬ ▬▬▬▬ ▬▬ ▬▬▬ ▬▬▬▬ ▬▬▬ ▬▬ ▬▬▬▬ ▬▬ ▬▬▬ ▬▬▬▬▬ ▬▬ ▬▬▬ ▬▬▬▬ ▬▬ ▬▬▬ ▬▬▬▬ ▬▬▬ ▬▬ ▬▬▬▬ ▬▬ ▬▬▬ ▬▬▬▬▬ ▬▬ ▬▬▬ ▬▬▬▬ ▬▬ ▬▬▬ ▬▬▬▬ ▬▬▬ ▬▬ ▬▬▬▬ ▬▬ ▬▬▬ ▬▬▬▬▬ ▬▬ ▬▬▬ ▬▬▬▬ ▬▬ ▬▬▬ ▬▬▬▬ ▬▬▬ ▬▬ ▬▬▬▬ xyxy=(192,318,408,646)
